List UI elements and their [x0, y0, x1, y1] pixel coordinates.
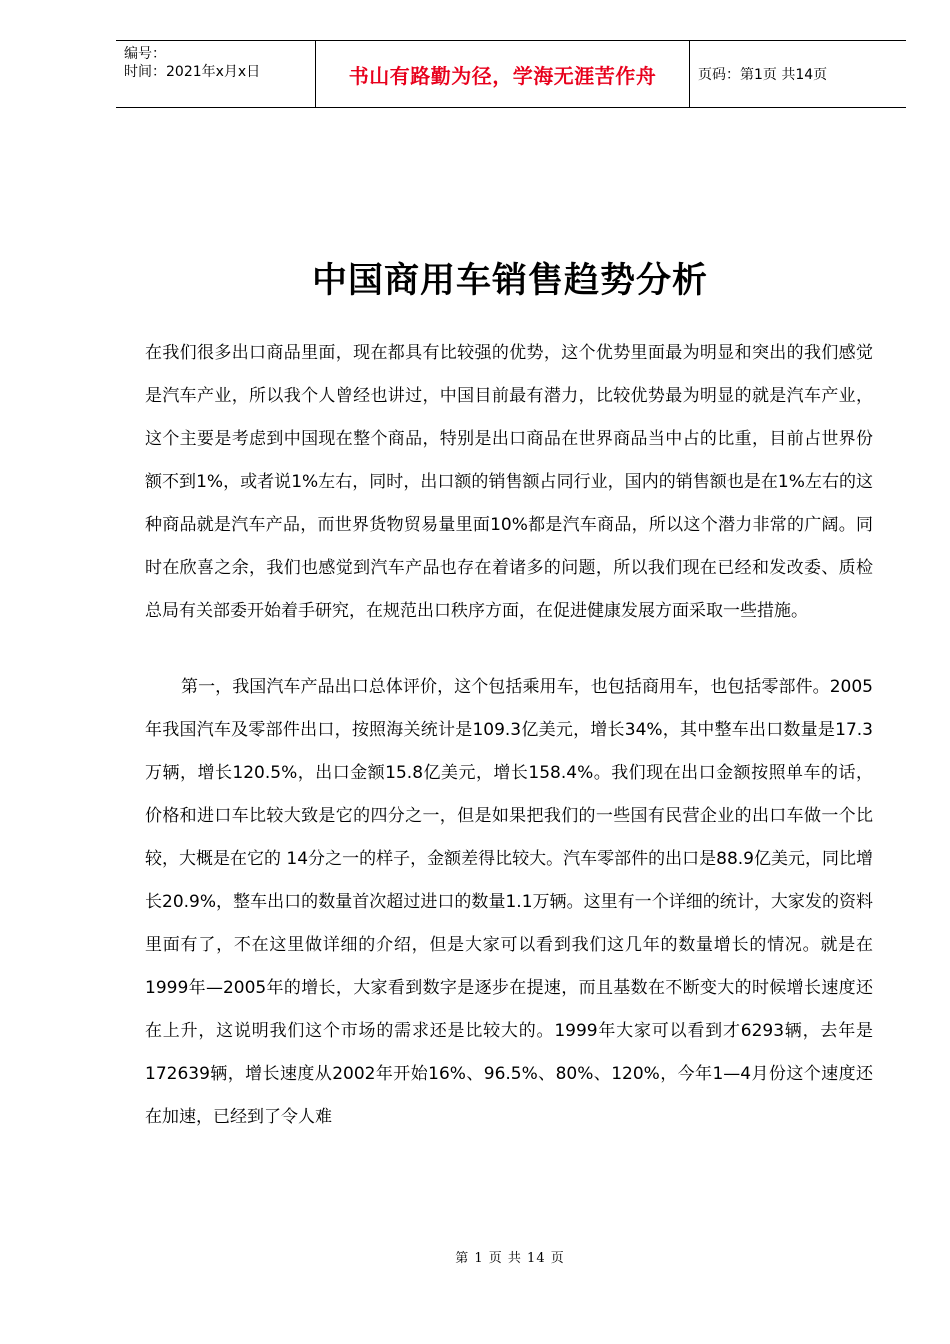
serial-number-label: 编号：: [124, 46, 166, 62]
page-header: [116, 40, 906, 108]
paragraph-first-point: 第一，我国汽车产品出口总体评价，这个包括乘用车，也包括商用车，也包括零部件。2005年我国汽车及零部件出口，按照海关统计是109.3亿美元，增长34%，其中整车出口数量是17.3万辆，增长120.5%，出口金额15.8亿美元，增长158.4%。我们现在出口金额按照单车的话，价格和进口车比较大致是它的四分之一，但是如果把我们的一些国有民营企业的出口车做一个比较，大概是在它的 14分之一的样子，金额差得比较大。汽车零部件的出口是88.9亿美元，同比增长20.9%，整车出口的数量首次超过进口的数量1.1万辆。这里有一个详细的统计，大家发的资料里面有了，不在这里做详细的介绍，但是大家可以看到我们这几年的数量增长的情况。就是在1999年—2005年的增长，大家看到数字是逐步在提速，而且基数在不断变大的时候增长速度还在上升，这说明我们这个市场的需求还是比较大的。1999年大家可以看到才6293辆，去年是 172639辆，增长速度从2002年开始16%、96.5%、80%、120%，今年1—4月份这个速度还在加速，已经到了令人难: [145, 677, 873, 1127]
document-body: [145, 332, 873, 1139]
header-meta: [116, 41, 316, 107]
time-label: 时间：2021年x月x日: [124, 64, 261, 80]
page-footer: 第 1 页 共 14 页: [455, 1251, 565, 1266]
document-title: 中国商用车销售趋势分析: [311, 261, 708, 301]
paragraph-spacer: [145, 633, 873, 666]
header-page-info: 页码：第1页 共14页: [698, 67, 828, 83]
paragraph-intro: 在我们很多出口商品里面，现在都具有比较强的优势，这个优势里面最为明显和突出的我们感觉是汽车产业，所以我个人曾经也讲过，中国目前最有潜力，比较优势最为明显的就是汽车产业，这个主要是考虑到中国现在整个商品，特别是出口商品在世界商品当中占的比重，目前占世界份额不到1%，或者说1%左右，同时，出口额的销售额占同行业，国内的销售额也是在1%左右的这种商品就是汽车产品，而世界货物贸易量里面10%都是汽车商品，所以这个潜力非常的广阔。同时在欣喜之余，我们也感觉到汽车产品也存在着诸多的问题，所以我们现在已经和发改委、质检总局有关部委开始着手研究，在规范出口秩序方面，在促进健康发展方面采取一些措施。: [145, 343, 873, 621]
header-motto: 书山有路勤为径，学海无涯苦作舟: [316, 41, 690, 107]
